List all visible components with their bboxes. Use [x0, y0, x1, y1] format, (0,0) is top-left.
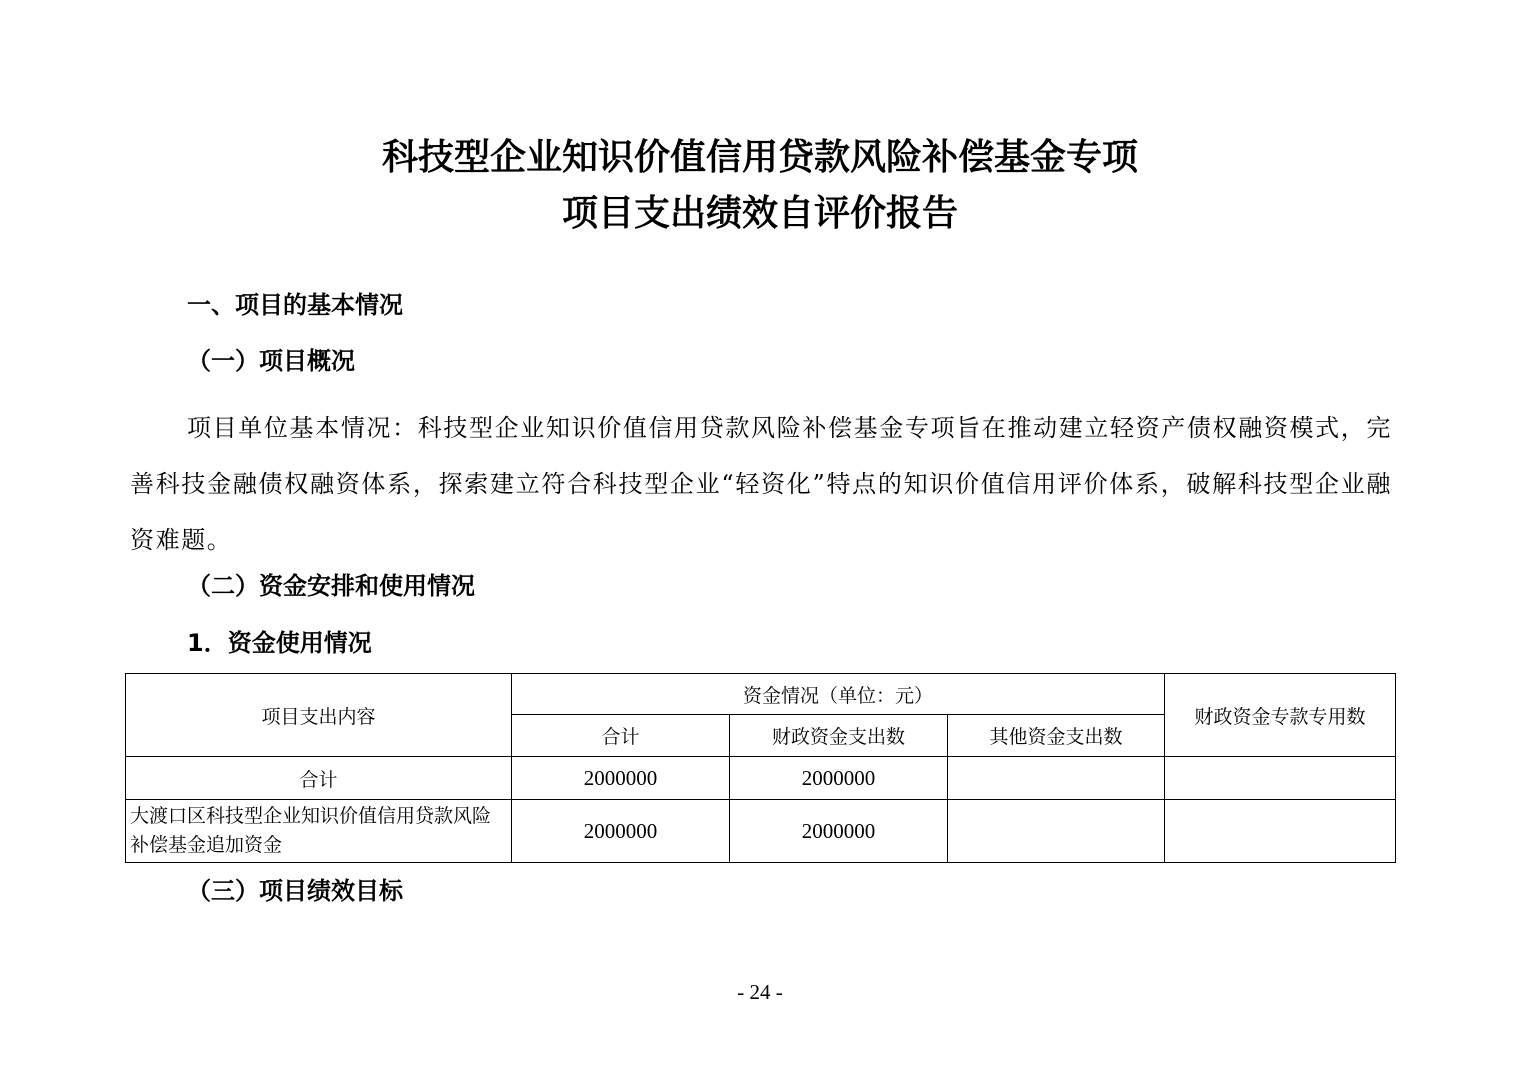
document-title-line-1: 科技型企业知识价值信用贷款风险补偿基金专项 — [381, 136, 1138, 178]
header-other: 其他资金支出数 — [948, 715, 1165, 757]
row-name: 大渡口区科技型企业知识价值信用贷款风险补偿基金追加资金 — [126, 800, 512, 863]
row-other — [948, 757, 1165, 800]
row-total: 2000000 — [512, 757, 730, 800]
row-fiscal: 2000000 — [730, 757, 948, 800]
section-heading-basic-info: 一、项目的基本情况 — [187, 291, 403, 319]
header-special: 财政资金专款专用数 — [1165, 674, 1396, 757]
subsection-heading-overview: （一）项目概况 — [187, 347, 355, 375]
item-heading-funds-usage: 1．资金使用情况 — [187, 629, 372, 657]
page-number: - 24 - — [737, 980, 783, 1004]
row-fiscal: 2000000 — [730, 800, 948, 863]
row-special — [1165, 757, 1396, 800]
overview-paragraph: 项目单位基本情况：科技型企业知识价值信用贷款风险补偿基金专项旨在推动建立轻资产债权融资模式，完善科技金融债权融资体系，探索建立符合科技型企业“轻资化”特点的知识价值信用评价体系，破解科技型企业融资难题。 — [130, 414, 1392, 554]
table-row — [126, 800, 1396, 863]
header-funds-group: 资金情况（单位：元） — [512, 674, 1165, 715]
header-content: 项目支出内容 — [126, 674, 512, 757]
funds-usage-table — [125, 673, 1396, 863]
row-other — [948, 800, 1165, 863]
table-header-row — [126, 674, 1396, 715]
header-fiscal: 财政资金支出数 — [730, 715, 948, 757]
subsection-heading-performance-goals: （三）项目绩效目标 — [187, 877, 403, 905]
table-row — [126, 757, 1396, 800]
subsection-heading-funds: （二）资金安排和使用情况 — [187, 572, 475, 600]
row-name: 合计 — [126, 757, 512, 800]
row-special — [1165, 800, 1396, 863]
header-total: 合计 — [512, 715, 730, 757]
document-title-line-2: 项目支出绩效自评价报告 — [561, 192, 958, 234]
row-total: 2000000 — [512, 800, 730, 863]
